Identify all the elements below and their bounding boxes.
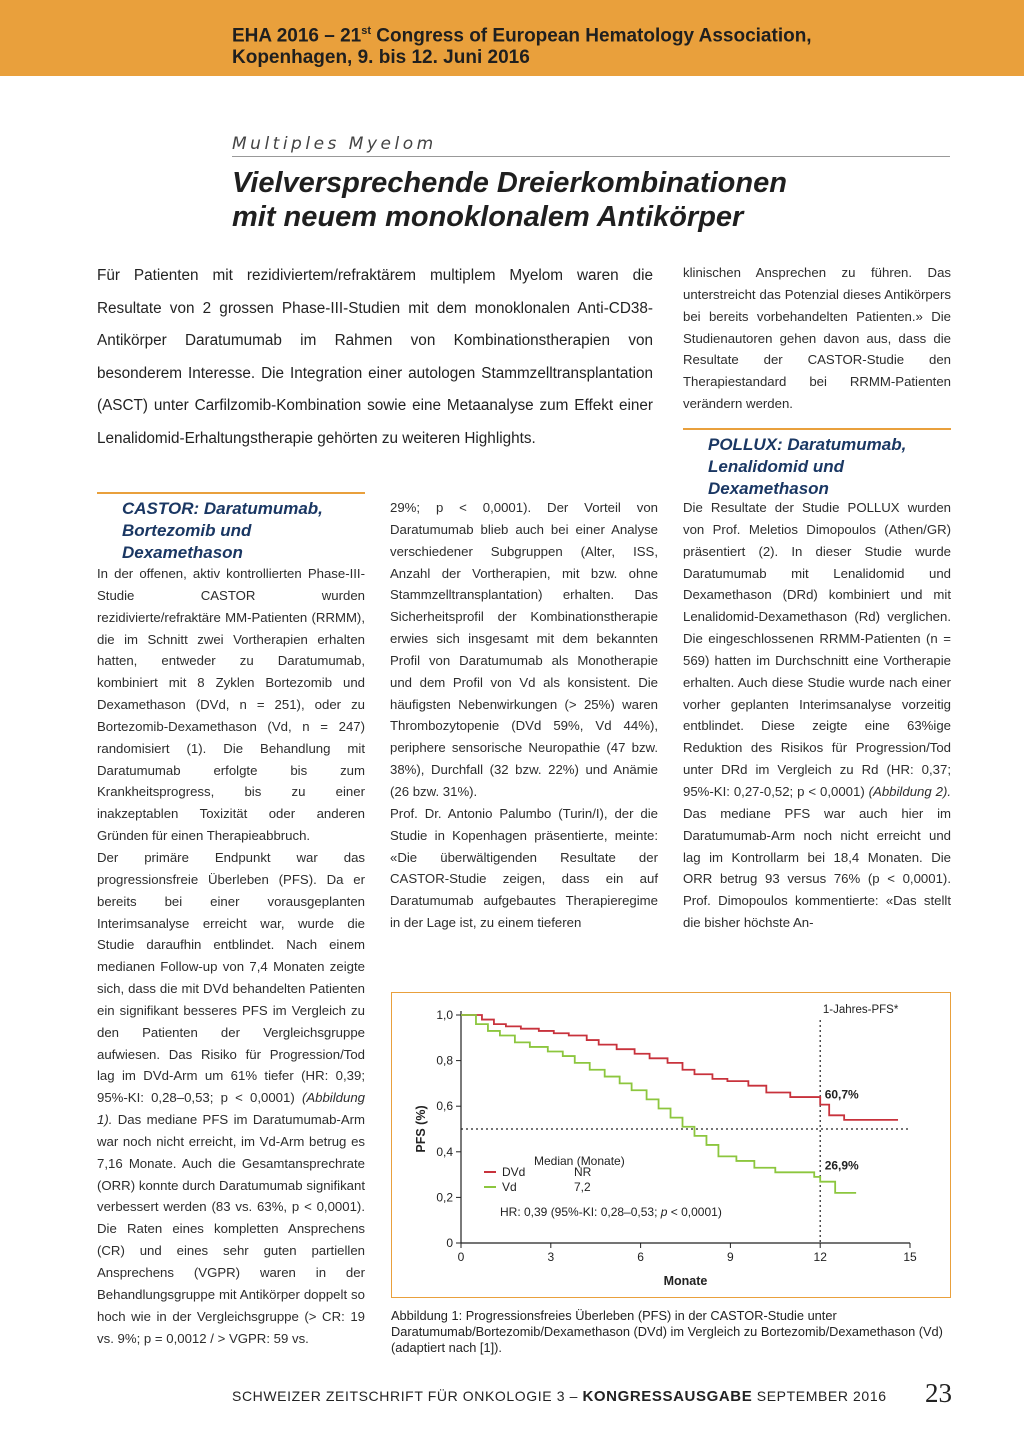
y-tick-label: 0,2 <box>436 1190 453 1205</box>
column-1 <box>97 563 365 1349</box>
pfs-chart <box>392 993 952 1299</box>
lead-paragraph: Für Patienten mit rezidiviertem/refraktärem multiplem Myelom waren die Resultate von 2 grossen Phase-III-Studien mit dem monoklonalen Anti-CD38-Antikörper Daratumumab im Rahmen von Kombinationstherapien von besonderem Interesse. Die Integration einer autologen Stammzelltransplantation (ASCT) unter Carfilzomib-Kombination sowie eine Metaanalyse zum Effekt einer Lenalidomid-Erhaltungstherapie gehörten zu weiteren Highlights. <box>97 267 653 447</box>
legend-name-vd: Vd <box>502 1180 517 1194</box>
castor-paragraph-2 <box>97 847 365 1349</box>
y-tick-label: 0,4 <box>436 1144 453 1159</box>
column-3-bottom <box>683 497 951 934</box>
castor-quote-end: klinischen Ansprechen zu führen. Das unterstreicht das Potenzial dieses Antikörpers bei bereits vorbehandelten Patienten.» Die Studienautoren gehen davon aus, dass die Resultate der CASTOR-Studie den Therapiestandard bei RRMM-Patienten verändern werden. <box>683 265 951 412</box>
pollux-paragraph <box>683 497 951 934</box>
footer-date: SEPTEMBER 2016 <box>752 1388 887 1404</box>
y-axis-title: PFS (%) <box>414 1105 428 1153</box>
banner-line1-rest: Congress of European Hematology Association, <box>371 25 812 47</box>
series-line-dvd <box>461 1015 898 1120</box>
castor-quote: Prof. Dr. Antonio Palumbo (Turin/I), der die Studie in Kopenhagen präsentierte, meinte: «Die überwältigenden Resultate der CASTOR-Studie zeigen, dass ein auf Daratumumab aufgebautes Therapieregime in der Lage ist, zu einem tieferen <box>390 805 658 931</box>
x-tick-label: 12 <box>813 1250 827 1264</box>
x-axis-title: Monate <box>663 1274 708 1288</box>
page-footer <box>232 1388 887 1405</box>
title-line1: Vielversprechende Dreierkombinationen <box>232 167 787 199</box>
pollux-heading: POLLUX: Daratumumab, Lenalidomid und Dexamethason <box>683 428 951 500</box>
pfs-vd-value: 26,9% <box>824 1158 859 1173</box>
legend-title: Median (Monate) <box>534 1154 625 1168</box>
pfs-dvd-value: 60,7% <box>824 1087 859 1102</box>
castor-heading: CASTOR: Daratumumab, Bortezomib und Dexamethason <box>97 492 365 564</box>
banner-line2: Kopenhagen, 9. bis 12. Juni 2016 <box>232 47 530 69</box>
footer-journal: SCHWEIZER ZEITSCHRIFT FÜR ONKOLOGIE 3 – <box>232 1388 583 1404</box>
x-tick-label: 0 <box>457 1250 465 1264</box>
legend-median-vd: 7,2 <box>574 1180 591 1194</box>
hazard-ratio-text <box>500 1205 722 1219</box>
chart-axes <box>414 1008 917 1288</box>
figure-ref-2[interactable]: (Abbildung 2). <box>868 783 951 799</box>
x-tick-label: 3 <box>547 1250 555 1264</box>
y-tick-label: 0,6 <box>436 1099 453 1114</box>
page-number: 23 <box>925 1378 952 1408</box>
title-line2: mit neuem monoklonalem Antikörper <box>232 201 744 233</box>
one-year-pfs-label: 1-Jahres-PFS* <box>822 1004 899 1016</box>
pollux-p1-rest: Das mediane PFS war auch hier im Daratumumab-Arm noch nicht erreicht und lag im Kontrollarm bei 18,4 Monaten. Die ORR betrug 93 versus 76% (p < 0,0001). Prof. Dimopoulos kommentierte: «Das stellt die bisher höchste An- <box>683 805 951 931</box>
x-tick-label: 6 <box>637 1250 644 1264</box>
castor-p2-rest: Das mediane PFS im Daratumumab-Arm war noch nicht erreicht, im Vd-Arm betrug es 7,16 Monate. Auch die Gesamtansprechrate (ORR) konnte durch Daratumumab signifikant verbessert werden (83 vs. 63%, p < 0,0001). Die Raten eines kompletten Ansprechens (CR) und eines sehr guten partiellen Ansprechens (VGPR) waren in der Behandlungsgruppe mit Antikörper doppelt so hoch wie in der Vergleichsgruppe (> CR: 19 vs. 9%; p = 0,0012 / > VGPR: 59 vs. <box>97 1112 365 1346</box>
figure-1 <box>391 992 951 1298</box>
banner-sup: st <box>361 25 371 37</box>
y-tick-label: 0,8 <box>436 1053 453 1068</box>
y-tick-label: 1,0 <box>436 1008 453 1022</box>
x-tick-label: 15 <box>903 1250 917 1264</box>
figure-caption: Abbildung 1: Progressionsfreies Überleben (PFS) in der CASTOR-Studie unter Daratumumab/Bortezomib/Dexamethason (DVd) im Vergleich zu Bortezomib/Dexamethason (Vd) (adaptiert nach [1]). <box>391 1308 943 1355</box>
column-2 <box>390 497 658 934</box>
congress-banner <box>0 0 1024 76</box>
banner-line1: EHA 2016 – 21 <box>232 25 362 47</box>
hr-prefix: HR: 0,39 (95%-KI: 0,28–0,53; <box>500 1205 661 1219</box>
footer-issue: KONGRESSAUSGABE <box>582 1388 753 1405</box>
x-tick-label: 9 <box>727 1250 734 1264</box>
legend-name-dvd: DVd <box>502 1165 526 1179</box>
section-kicker: Multiples Myelom <box>232 134 950 157</box>
pollux-p1-start: Die Resultate der Studie POLLUX wurden von Prof. Meletios Dimopoulos (Athen/GR) präsentiert (2). In dieser Studie wurde Daratumumab mit Lenalidomid und Dexamethason (DRd) kombiniert und mit Lenalidomid-Dexamethason (Rd) verglichen. Die eingeschlossenen RRMM-Patienten (n = 569) hatten im Durchschnitt eine Vortherapie erhalten. Auch diese Studie wurde nach einer vorher geplanten Interimsanalyse vorzeitig entblindet. Diese zeigte eine 63%ige Reduktion des Risikos für Progression/Tod unter DRd im Vergleich zu Rd (HR: 0,37; 95%-KI: 0,27-0,52; p < 0,0001) <box>683 500 951 799</box>
figure-ref-1[interactable]: (Abbildung 1). <box>97 1090 365 1128</box>
banner-title <box>232 20 1002 69</box>
hr-p: p <box>660 1205 668 1219</box>
chart-labels <box>484 1004 899 1219</box>
hr-suffix: < 0,0001) <box>667 1205 722 1219</box>
castor-paragraph-1: In der offenen, aktiv kontrollierten Phase-III-Studie CASTOR wurden rezidivierte/refraktäre MM-Patienten (RRMM), die im Schnitt zwei Vortherapien erhalten hatten, entweder zu Daratumumab, kombiniert mit 8 Zyklen Bortezomib und Dexamethason (DVd, n = 251), oder zu Bortezomib-Dexamethason (Vd, n = 247) randomisiert (1). Die Behandlung mit Daratumumab erfolgte bis zum Krankheitsprogress, bis zu einer inakzeptablen Toxizität oder anderen Gründen für einen Therapieabbruch. <box>97 566 365 844</box>
legend-median-dvd: NR <box>574 1165 592 1179</box>
y-tick-label: 0 <box>446 1236 453 1250</box>
castor-continued: 29%; p < 0,0001). Der Vorteil von Daratumumab blieb auch bei einer Analyse verschiedener Subgruppen (Alter, ISS, Anzahl der Vortherapien, mit bzw. ohne Stammzelltransplantation) erhalten. Das Sicherheitsprofil der Kombinationstherapie erwies sich insgesamt mit dem bekannten Profil von Daratumumab als Monotherapie und dem Profil von Vd als konsistent. Die häufigsten Nebenwirkungen (> 25%) waren Thrombozytopenie (DVd 59%, Vd 44%), periphere sensorische Neuropathie (47 bzw. 38%), Durchfall (32 bzw. 22%) und Anämie (26 bzw. 31%). <box>390 500 658 799</box>
article-title <box>232 166 972 234</box>
column-3-top <box>683 262 951 415</box>
castor-p2-start: Der primäre Endpunkt war das progressionsfreie Überleben (PFS). Da er bereits bei einer vorausgeplanten Interimsanalyse erreicht war, wurde die Studie daraufhin entblindet. Nach einem medianen Follow-up von 7,4 Monaten zeigte sich, dass die mit DVd behandelten Patienten ein signifikant besseres PFS im Vergleich zu den Patienten der Vergleichsgruppe aufwiesen. Das Risiko für Progression/Tod lag im DVd-Arm um 61% tiefer (HR: 0,39; 95%-KI: 0,28–0,53; p < 0,0001) <box>97 849 365 1106</box>
